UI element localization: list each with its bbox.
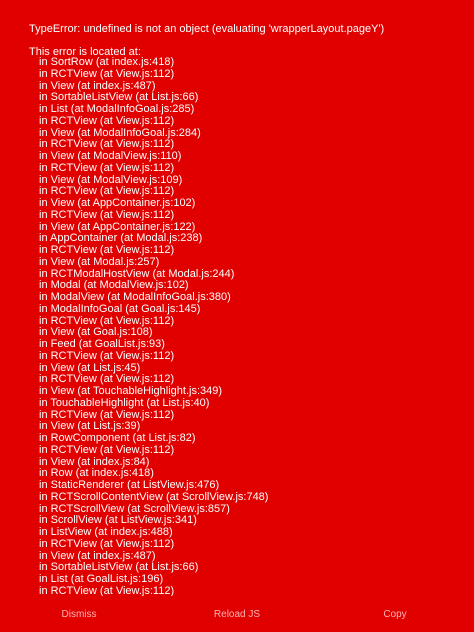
stack-frame: in List (at ModalInfoGoal.js:285) [39,103,195,115]
stack-frame: in View (at ModalView.js:110) [39,150,182,162]
stack-frame: in StaticRenderer (at ListView.js:476) [39,479,220,491]
stack-frame: in View (at ModalInfoGoal.js:284) [39,126,201,139]
stack-frame: in TouchableHighlight (at List.js:40) [39,396,210,409]
stack-trace-header: This error is located at: [29,46,141,58]
stack-frame: in RCTView (at View.js:112) [39,314,175,327]
stack-frame: in RCTScrollContentView (at ScrollView.js:748) [39,490,269,503]
stack-frame: in RCTView (at View.js:112) [39,67,175,80]
stack-frame: in Row (at index.js:418) [39,467,154,480]
stack-frame: in View (at index.js:487) [39,549,156,562]
stack-frame: in ModalView (at ModalInfoGoal.js:380) [39,291,231,303]
stack-frame: in List (at GoalList.js:196) [39,573,164,585]
stack-frame: in RCTView (at View.js:112) [39,161,175,174]
stack-frame: in RCTModalHostView (at Modal.js:244) [39,267,235,280]
stack-frame: in ModalInfoGoal (at Goal.js:145) [39,302,201,315]
error-message: TypeError: undefined is not an object (evaluating 'wrapperLayout.pageY') [29,23,385,35]
stack-frame: in RCTView (at View.js:112) [39,208,175,221]
stack-frame: in SortRow (at index.js:418) [39,56,175,68]
stack-frame: in View (at AppContainer.js:122) [39,220,196,233]
stack-frame: in RCTView (at View.js:112) [39,114,175,127]
stack-frame: in View (at index.js:84) [39,455,150,468]
stack-frame: in RCTView (at View.js:112) [39,584,175,596]
stack-frame: in View (at List.js:45) [39,361,141,374]
stack-frame: in View (at AppContainer.js:102) [39,197,196,209]
stack-frame: in RCTView (at View.js:112) [39,349,175,362]
stack-frame: in View (at TouchableHighlight.js:349) [39,385,223,397]
redbox-toolbar [0,596,474,632]
stack-trace-list [39,57,268,596]
stack-frame: in SortableListView (at List.js:66) [39,91,199,104]
dismiss-button[interactable]: Dismiss [61,608,97,620]
stack-frame: in RCTView (at View.js:112) [39,138,175,151]
stack-frame: in ScrollView (at ListView.js:341) [39,514,197,527]
stack-frame: in RCTView (at View.js:112) [39,185,175,198]
stack-frame: in ListView (at index.js:488) [39,526,173,538]
stack-frame: in View (at index.js:487) [39,79,156,92]
stack-frame: in View (at Goal.js:108) [39,326,153,339]
stack-frame: in View (at List.js:39) [39,420,141,433]
stack-frame: in RCTView (at View.js:112) [39,244,175,256]
stack-frame: in RCTView (at View.js:112) [39,408,175,421]
stack-frame: in RowComponent (at List.js:82) [39,432,196,444]
stack-frame: in View (at ModalView.js:109) [39,173,183,186]
stack-frame: in SortableListView (at List.js:66) [39,561,199,574]
stack-frame: in RCTScrollView (at ScrollView.js:857) [39,502,230,515]
stack-frame: in Feed (at GoalList.js:93) [39,338,165,350]
stack-frame: in View (at Modal.js:257) [39,255,160,268]
stack-frame: in RCTView (at View.js:112) [39,537,175,550]
stack-frame: in RCTView (at View.js:112) [39,373,175,386]
reload-js-button[interactable]: Reload JS [213,608,261,620]
stack-frame: in AppContainer (at Modal.js:238) [39,232,203,245]
stack-frame: in RCTView (at View.js:112) [39,443,175,456]
stack-frame: in Modal (at ModalView.js:102) [39,279,189,292]
copy-button[interactable]: Copy [383,608,407,620]
